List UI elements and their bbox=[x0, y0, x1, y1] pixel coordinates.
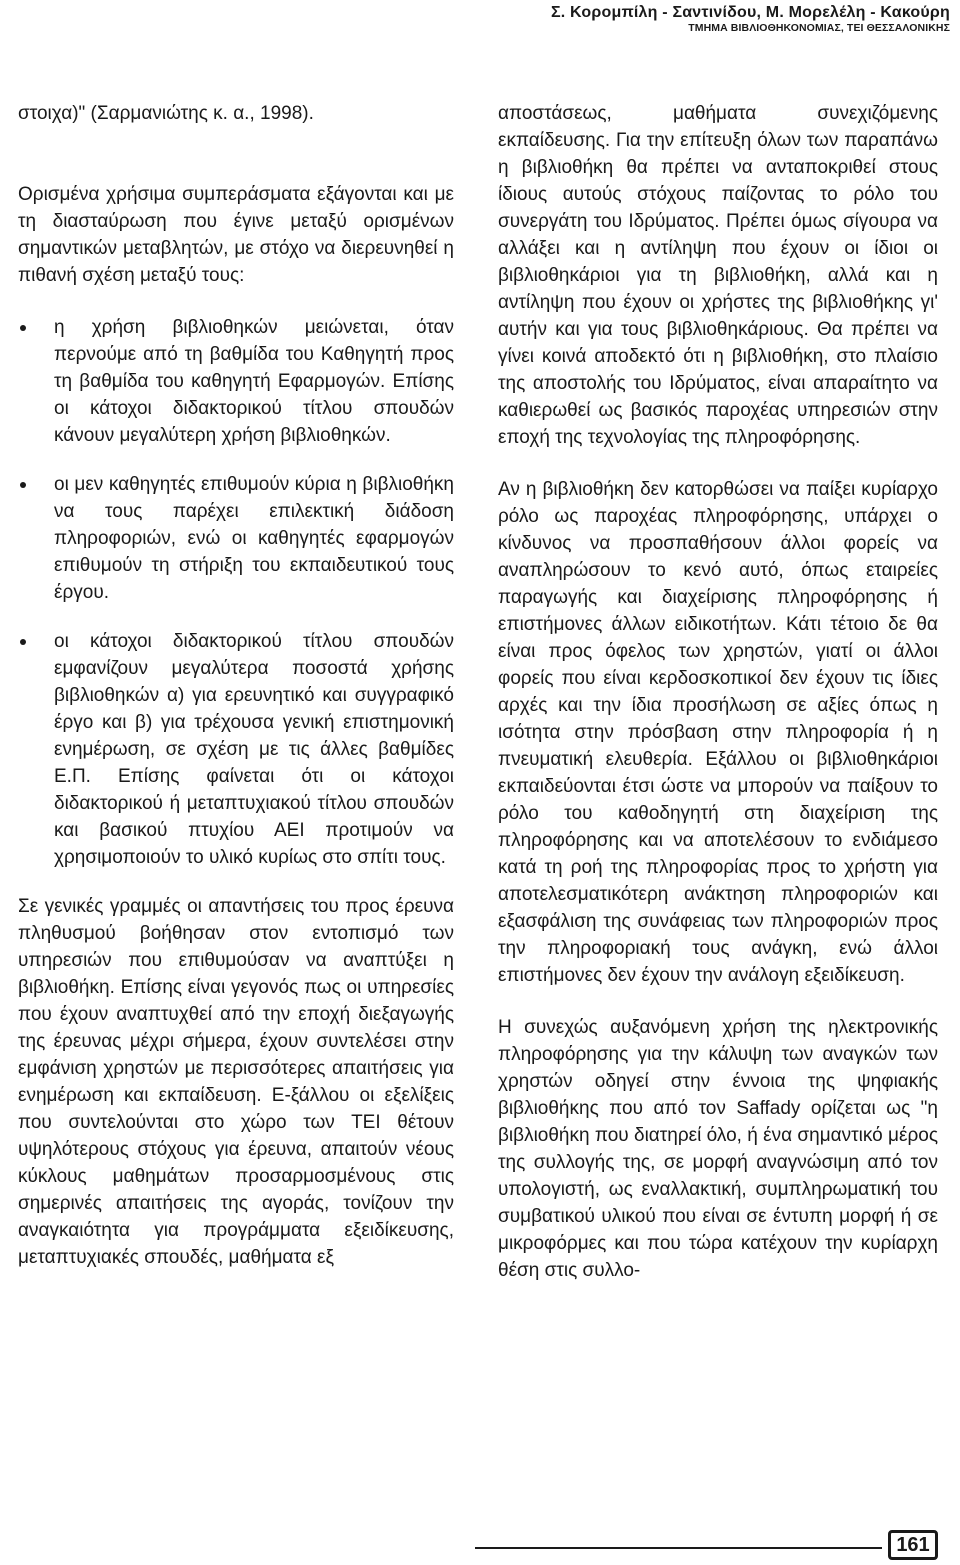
left-column bbox=[18, 100, 454, 1296]
intro-paragraph: Ορισμένα χρήσιμα συμπεράσματα εξάγονται και με τη διασταύρωση που έγινε μεταξύ ορισμένων σημαντικών μεταβλητών, με στόχο να διερευνηθεί η πιθανή σχέση μεταξύ τους: bbox=[18, 184, 454, 286]
findings-list bbox=[18, 314, 454, 871]
list-item bbox=[18, 628, 454, 871]
body-paragraph: αποστάσεως, μαθήματα συνεχιζόμενης εκπαίδευσης. Για την επίτευξη όλων των παραπάνω η βιβλιοθήκη θα πρέπει να ανταποκριθεί στους ίδιους αυτούς στόχους παίζοντας το ρόλο του συνεργάτη του Ιδρύματος. Πρέπει όμως σίγουρα να αλλάξει και η αντίληψη που έχουν οι ίδιοι οι βιβλιοθηκάριοι για τη βιβλιοθήκη, αλλά και η αντίληψη που έχουν οι χρήστες της βιβλιοθήκης γι' αυτήν και για τους βιβλιοθηκάριους. Θα πρέπει να γίνει κοινά αποδεκτό ότι η βιβλιοθήκη, στο πλαίσιο της αποστολής του Ιδρύματος, είναι απαραίτητο να καθιερωθεί ως βασικός παροχέας υπηρεσιών στην εποχή της τεχνολογίας της πληροφόρησης. bbox=[498, 103, 938, 448]
bullet-icon bbox=[20, 639, 26, 645]
page-footer bbox=[475, 1528, 938, 1562]
list-item bbox=[18, 471, 454, 606]
header-department: ΤΜΗΜΑ ΒΙΒΛΙΟΘΗΚΟΝΟΜΙΑΣ, ΤΕΙ ΘΕΣΣΑΛΟΝΙΚΗΣ bbox=[688, 22, 950, 35]
bullet-icon bbox=[20, 325, 26, 331]
body-paragraph: Αν η βιβλιοθήκη δεν κατορθώσει να παίξει κυρίαρχο ρόλο ως παροχέας πληροφόρησης, υπάρχει ο κίνδυνος να προσπαθήσουν άλλοι φορείς να αναπληρώσουν το κενό αυτό, όπως εταιρείες παραγωγής και διαχείρισης πληροφόρησης ή επιστήμονες άλλων ειδικοτήτων. Κάτι τέτοιο δε θα είναι προς όφελος των χρηστών, γιατί οι άλλοι φορείς που είναι κερδοσκοπικοί δεν έχουν τις ίδιες αρχές και την ίδια προσήλωση σε αξίες όπως η ισότητα στην πρόσβαση στην πληροφορία ή η πνευματική ελευθερία. Εξάλλου οι βιβλιοθηκάριοι εκπαιδεύονται έτσι ώστε να μπορούν να παίξουν το ρόλο του καθοδηγητή στη διαχείριση της πληροφόρησης και να αποτελέσουν το ενδιάμεσο κατά τη ροή της πληροφορίας προς το χρήστη για αποτελεσματικότερη ανάκτηση πληροφοριών και εξασφάλιση της συνάφειας των πληροφοριών προς την πληροφοριακή τους ανάγκη, ενώ άλλοι επιστήμονες δεν έχουν την ανάλογη εξειδίκευση. bbox=[498, 479, 938, 986]
opening-line: στοιχα)" (Σαρμανιώτης κ. α., 1998). bbox=[18, 103, 314, 124]
right-column bbox=[498, 100, 938, 1309]
body-paragraph: Η συνεχώς αυξανόμενη χρήση της ηλεκτρονικής πληροφόρησης για την κάλυψη των αναγκών των χρηστών οδηγεί στην έννοια της ψηφιακής βιβλιοθήκης που από τον Saffady ορίζεται ως "η βιβλιοθήκη που διατηρεί όλο, ή ένα σημαντικό μέρος της συλλογής της, σε μορφή αναγνώσιμη από τον υπολογιστή, ως εναλλακτική, συμπληρωματική του συμβατικού υλικού που είναι σε έντυπη μορφή ή σε μικροφόρμες και που τώρα κατέχουν την κυρίαρχη θέση στις συλλο- bbox=[498, 1017, 938, 1281]
header-authors: Σ. Κορομπίλη - Σαντινίδου, Μ. Μορελέλη - Κακούρη bbox=[550, 4, 950, 21]
running-header bbox=[551, 4, 950, 34]
list-item-text: οι μεν καθηγητές επιθυμούν κύρια η βιβλιοθήκη να τους παρέχει επιλεκτική διάδοση πληροφοριών, ενώ οι καθηγητές εφαρμογών επιθυμούν τη στήριξη του εκπαιδευτικού τους έργου. bbox=[54, 474, 454, 603]
footer-rule bbox=[475, 1547, 882, 1549]
list-item bbox=[18, 314, 454, 449]
page-number: 161 bbox=[888, 1530, 938, 1560]
closing-paragraph: Σε γενικές γραμμές οι απαντήσεις του προς έρευνα πληθυσμού βοήθησαν στον εντοπισμό των υπηρεσιών που επιθυμούσαν να αναπτύξει η βιβλιοθήκη. Επίσης είναι γεγονός πως οι υπηρεσίες που έχουν αναπτυχθεί από την εποχή διεξαγωγής της έρευνας μέχρι σήμερα, έχουν συντελέσει στην εμφάνιση χρηστών με περισσότερες απαιτήσεις για ενημέρωση και εκπαίδευση. Ε-ξάλλου οι εξελίξεις που συντελούνται στο χώρο των ΤΕΙ θέτουν υψηλότερους στόχους για έρευνα, απαιτούν νέους κύκλους μαθημάτων προσαρμοσμένους στις σημερινές απαιτήσεις της αγοράς, τονίζουν την αναγκαιότητα για προγράμματα εξειδίκευσης, μεταπτυχιακές σπουδές, μαθήματα εξ bbox=[18, 896, 454, 1268]
list-item-text: οι κάτοχοι διδακτορικού τίτλου σπουδών εμφανίζουν μεγαλύτερα ποσοστά χρήσης βιβλιοθηκών α) για ερευνητικό και συγγραφικό έργο και β) για τρέχουσα γενική επιστημονική ενημέρωση, σε σχέση με τις άλλες βαθμίδες Ε.Π. Επίσης φαίνεται ότι οι κάτοχοι διδακτορικού ή μεταπτυχιακού τίτλου σπουδών και βασικού πτυχίου ΑΕΙ προτιμούν να χρησιμοποιούν το υλικό κυρίως στο σπίτι τους. bbox=[54, 631, 454, 868]
list-item-text: η χρήση βιβλιοθηκών μειώνεται, όταν περνούμε από τη βαθμίδα του Καθηγητή προς τη βαθμίδα του καθηγητή Εφαρμογών. Επίσης οι κάτοχοι διδακτορικού τίτλου σπουδών κάνουν μεγαλύτερη χρήση βιβλιοθηκών. bbox=[54, 317, 454, 446]
bullet-icon bbox=[20, 482, 26, 488]
